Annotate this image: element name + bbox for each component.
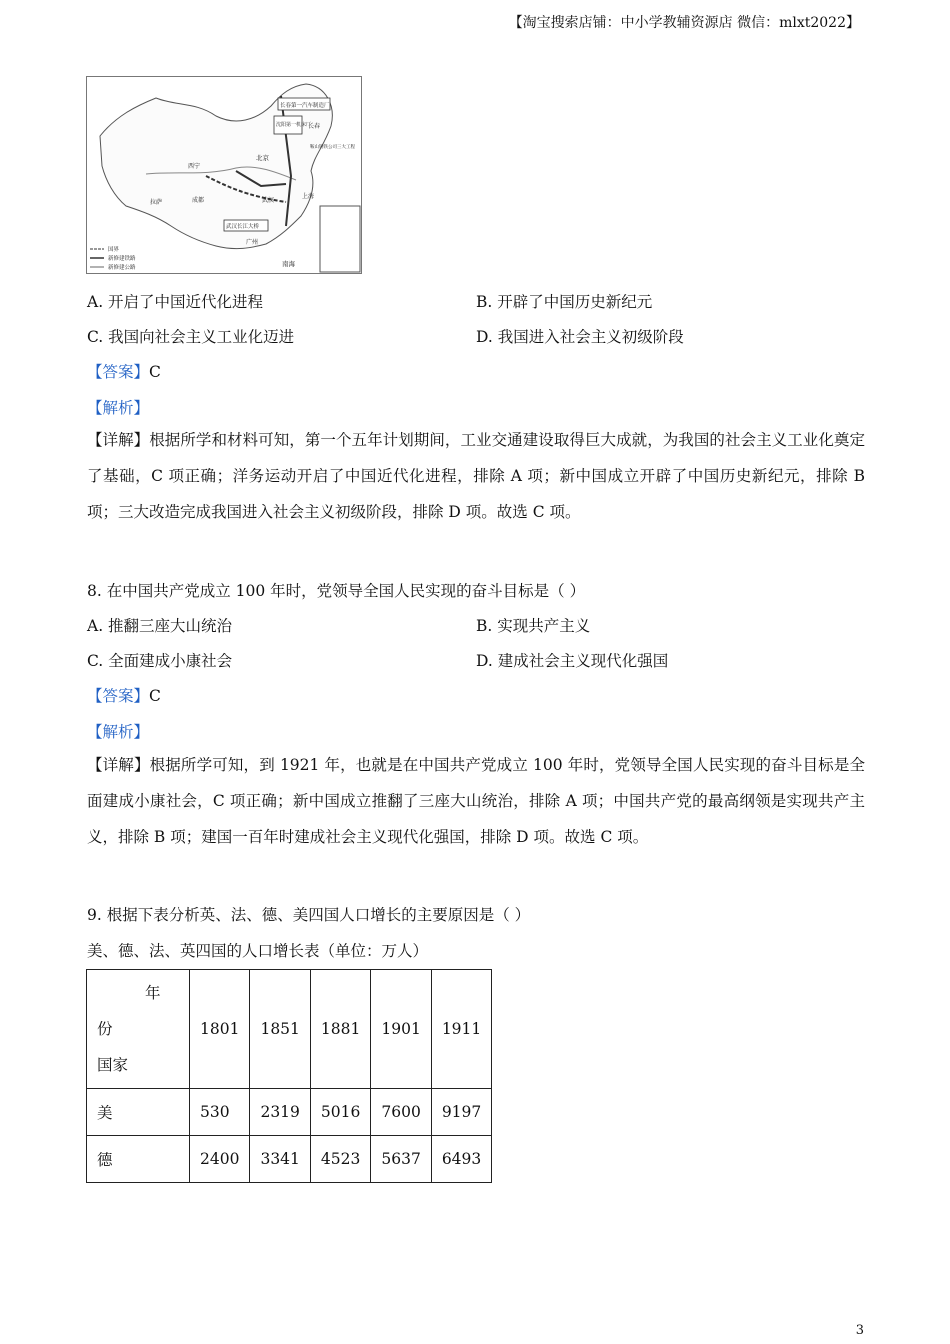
q9-table-title: 美、德、法、英四国的人口增长表（单位：万人） (87, 942, 429, 960)
table-row (87, 1089, 492, 1136)
country-cell: 美 (87, 1089, 190, 1136)
value-cell: 9197 (431, 1089, 491, 1136)
detail-tag: 【详解】 (87, 756, 150, 774)
map-label-wuhan: 武汉 (262, 197, 275, 204)
q7-option-b: B. 开辟了中国历史新纪元 (476, 293, 653, 311)
table-row (87, 1136, 492, 1183)
value-cell: 4523 (310, 1136, 370, 1183)
q9-question: 9. 根据下表分析英、法、德、美四国人口增长的主要原因是（ ） (87, 906, 531, 924)
map-label-beijing: 北京 (256, 154, 269, 162)
corner-fen: 份 (97, 1020, 113, 1038)
q7-detail (87, 422, 865, 530)
answer-value: C (149, 687, 161, 705)
q8-answer (87, 684, 161, 706)
year-cell: 1851 (250, 970, 310, 1089)
map-label-shanghai: 上海 (302, 193, 315, 200)
value-cell: 2400 (190, 1136, 250, 1183)
q7-option-c: C. 我国向社会主义工业化迈进 (87, 328, 295, 346)
legend-highway: 新修建公路 (108, 265, 136, 271)
country-cell: 德 (87, 1136, 190, 1183)
map-label-xining: 西宁 (188, 163, 201, 170)
corner-country: 国家 (97, 1056, 129, 1074)
q8-option-a: A. 推翻三座大山统治 (87, 617, 233, 635)
detail-tag: 【详解】 (87, 431, 150, 449)
year-cell: 1801 (190, 970, 250, 1089)
map-figure (86, 76, 362, 274)
map-label-wuhan-bridge: 武汉长江大桥 (226, 224, 260, 230)
map-label-guangzhou: 广州 (246, 239, 259, 246)
q7-option-a: A. 开启了中国近代化进程 (87, 293, 264, 311)
table-corner-cell (87, 970, 190, 1089)
answer-value: C (149, 363, 161, 381)
map-label-shenyang-factory: 沈阳第一机床厂 (276, 122, 312, 128)
q8-option-b: B. 实现共产主义 (476, 617, 591, 635)
q8-option-d: D. 建成社会主义现代化强国 (476, 652, 669, 670)
q8-analysis-tag: 【解析】 (87, 723, 150, 741)
map-label-lasa: 拉萨 (150, 199, 163, 206)
value-cell: 5637 (371, 1136, 431, 1183)
q8-question: 8. 在中国共产党成立 100 年时，党领导全国人民实现的奋斗目标是（ ） (87, 582, 586, 600)
page-header: 【淘宝搜索店铺：中小学教辅资源店 微信：mlxt2022】 (508, 15, 860, 31)
legend-railway: 新修建铁路 (108, 256, 136, 262)
detail-text: 根据所学可知，到 1921 年，也就是在中国共产党成立 100 年时，党领导全国人民实现的奋斗目标是全面建成小康社会，C 项正确；新中国成立推翻了三座大山统治，排除 A 项；中国共产党的最高纲领是实现共产主义，排除 B 项；建国一百年时建成社会主义现代化强国，排除 D 项。故选 C 项。 (87, 756, 865, 846)
population-table (86, 969, 492, 1183)
q8-detail (87, 747, 865, 855)
value-cell: 3341 (250, 1136, 310, 1183)
map-label-chengdu: 成都 (192, 197, 205, 204)
answer-tag: 【答案】 (87, 363, 150, 381)
map-label-changchun: 长春 (308, 123, 321, 130)
year-cell: 1881 (310, 970, 370, 1089)
map-label-changchun-factory: 长春第一汽车制造厂 (280, 103, 330, 109)
value-cell: 7600 (371, 1089, 431, 1136)
page-number: 3 (855, 1323, 864, 1338)
map-label-anshan: 鞍山钢铁公司三大工程 (310, 145, 355, 150)
legend-border: 国界 (108, 247, 120, 253)
answer-tag: 【答案】 (87, 687, 150, 705)
detail-text: 根据所学和材料可知，第一个五年计划期间，工业交通建设取得巨大成就，为我国的社会主义工业化奠定了基础，C 项正确；洋务运动开启了中国近代化进程，排除 A 项；新中国成立开辟了中国历史新纪元，排除 B 项；三大改造完成我国进入社会主义初级阶段，排除 D 项。故选 C 项。 (87, 431, 865, 521)
value-cell: 530 (190, 1089, 250, 1136)
value-cell: 2319 (250, 1089, 310, 1136)
q7-analysis-tag: 【解析】 (87, 399, 150, 417)
q7-option-d: D. 我国进入社会主义初级阶段 (476, 328, 684, 346)
value-cell: 6493 (431, 1136, 491, 1183)
year-cell: 1901 (371, 970, 431, 1089)
q7-answer (87, 360, 161, 382)
year-cell: 1911 (431, 970, 491, 1089)
corner-year: 年 (145, 984, 161, 1002)
table-header-row (87, 970, 492, 1089)
map-label-nanhai: 南海 (282, 260, 295, 268)
q8-option-c: C. 全面建成小康社会 (87, 652, 233, 670)
value-cell: 5016 (310, 1089, 370, 1136)
